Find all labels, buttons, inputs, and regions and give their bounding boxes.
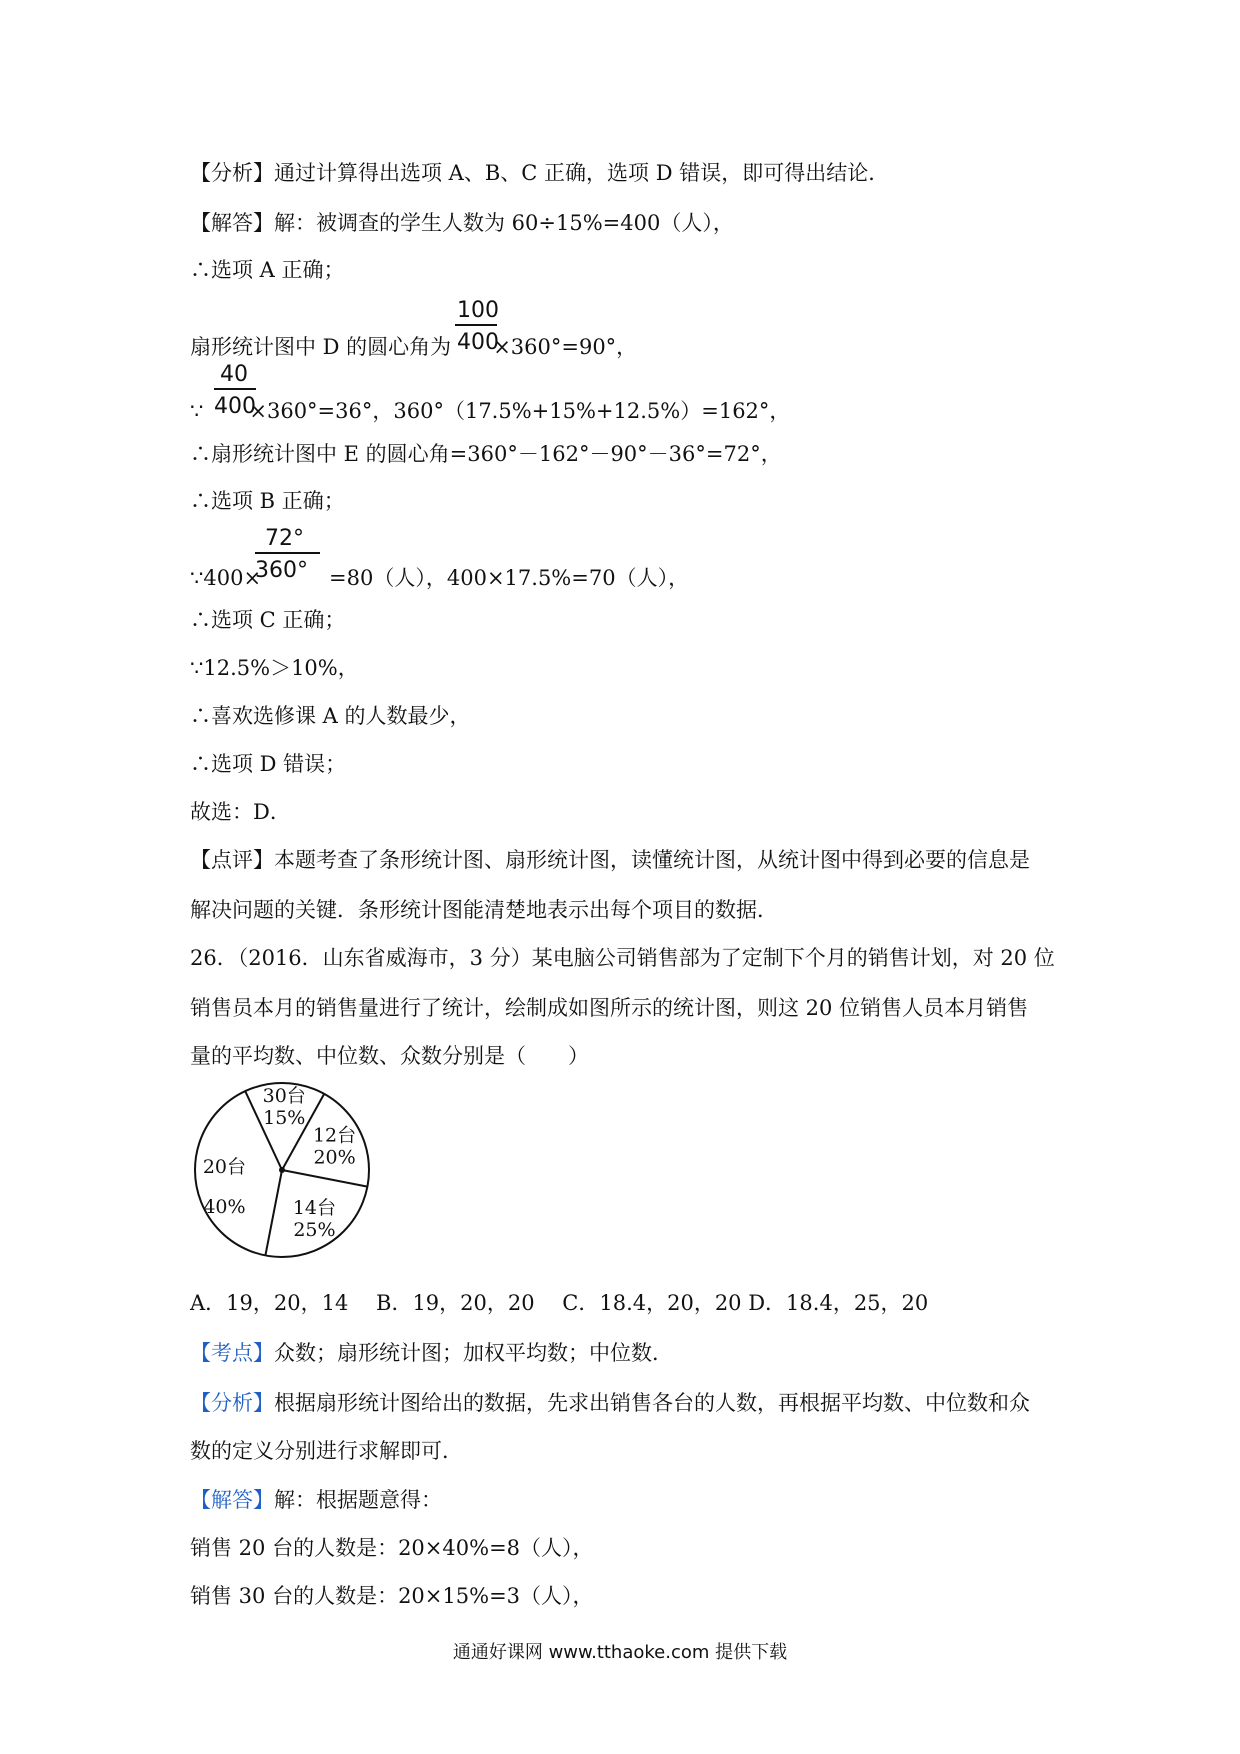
jieda-tag: 【解答】 [190, 1488, 274, 1512]
pie-slice-label-2: 12台 [312, 1124, 357, 1147]
because-2-suffix: =80（人），400×17.5%=70（人）， [329, 566, 690, 590]
answer-line: 【解答】解：被调查的学生人数为 60÷15%=400（人）， [190, 211, 734, 235]
pie-slice-percent-4: 40% [203, 1196, 246, 1219]
pie-slice-label-1: 30台 [262, 1085, 306, 1108]
footer-watermark: 通通好课网 www.tthaoke.com 提供下载 [452, 1642, 788, 1663]
because-1-suffix: ×360°=36°，360°（17.5%+15%+12.5%）=162°， [249, 399, 791, 423]
choose-d-line: 故选：D． [190, 800, 291, 824]
option-d-wrong: ∴选项 D 错误； [190, 752, 347, 776]
option-c-correct: ∴选项 C 正确； [190, 608, 346, 632]
pie-slice-percent-3: 25% [293, 1219, 336, 1242]
analysis-line: 【分析】通过计算得出选项 A、B、C 正确，选项 D 错误，即可得出结论． [190, 161, 890, 185]
fraction-2-denominator: 400 [214, 394, 256, 419]
fraction-2-numerator: 40 [220, 362, 248, 387]
jieda-line [190, 1487, 442, 1513]
fraction-2-bar [214, 388, 256, 390]
fraction-1-numerator: 100 [457, 298, 499, 323]
sales-pie-chart [185, 1080, 385, 1270]
fraction-1-bar [455, 324, 497, 326]
comment-line-2: 解决问题的关键．条形统计图能清楚地表示出每个项目的数据． [190, 898, 778, 922]
question-26-line-2: 销售员本月的销售量进行了统计，绘制成如图所示的统计图，则这 20 位销售人员本月销售 [190, 996, 1029, 1020]
angle-d-line [190, 334, 637, 360]
fenxi-text-1: 根据扇形统计图给出的数据，先求出销售各台的人数，再根据平均数、中位数和众 [274, 1391, 1030, 1415]
answer-choices: A．19，20，14 B．19，20，20 C．18.4，20，20 D．18.4，25，20 [190, 1291, 929, 1315]
angle-e-line: ∴扇形统计图中 E 的圆心角=360°－162°－90°－36°=72°， [190, 442, 782, 466]
calc-30-line: 销售 30 台的人数是：20×15%=3（人）， [190, 1584, 594, 1608]
fraction-3-numerator: 72° [265, 526, 304, 551]
fenxi-tag: 【分析】 [190, 1391, 274, 1415]
pie-center-dot [279, 1167, 285, 1173]
option-a-correct: ∴选项 A 正确； [190, 258, 345, 282]
pie-divider-3 [282, 1170, 367, 1187]
option-b-correct: ∴选项 B 正确； [190, 489, 345, 513]
because-1-prefix: ∵ [190, 399, 204, 423]
least-a-line: ∴喜欢选修课 A 的人数最少， [190, 704, 471, 728]
angle-d-prefix: 扇形统计图中 D 的圆心角为 [190, 335, 452, 359]
kaodian-tag: 【考点】 [190, 1341, 274, 1365]
fraction-1-denominator: 400 [457, 330, 499, 355]
pie-slice-percent-2: 20% [313, 1146, 356, 1169]
calc-20-line: 销售 20 台的人数是：20×40%=8（人）， [190, 1536, 594, 1560]
question-26-line-3: 量的平均数、中位数、众数分别是（ ） [190, 1044, 589, 1068]
because-line-3: ∵12.5%＞10%， [190, 656, 359, 680]
pie-slice-label-3: 14台 [292, 1197, 337, 1220]
fraction-3-denominator: 360° [255, 558, 308, 583]
pie-slice-percent-1: 15% [263, 1107, 306, 1130]
fraction-3-bar [255, 552, 320, 554]
comment-line-1: 【点评】本题考查了条形统计图、扇形统计图，读懂统计图，从统计图中得到必要的信息是 [190, 848, 1030, 872]
fenxi-line-1 [190, 1390, 1030, 1416]
kaodian-text: 众数；扇形统计图；加权平均数；中位数． [274, 1341, 673, 1365]
jieda-text: 解：根据题意得： [274, 1488, 442, 1512]
angle-d-suffix: ×360°=90°， [493, 335, 638, 359]
because-line-2 [190, 565, 689, 591]
fenxi-line-2: 数的定义分别进行求解即可． [190, 1439, 463, 1463]
kaodian-line [190, 1340, 673, 1366]
pie-slice-label-4: 20台 [202, 1156, 247, 1179]
because-2-prefix: ∵400× [190, 566, 262, 590]
question-26-line-1: 26．（2016．山东省威海市，3 分）某电脑公司销售部为了定制下个月的销售计划，对 20 位 [190, 946, 1055, 970]
pie-divider-4 [265, 1170, 282, 1255]
because-line-1 [190, 398, 790, 424]
